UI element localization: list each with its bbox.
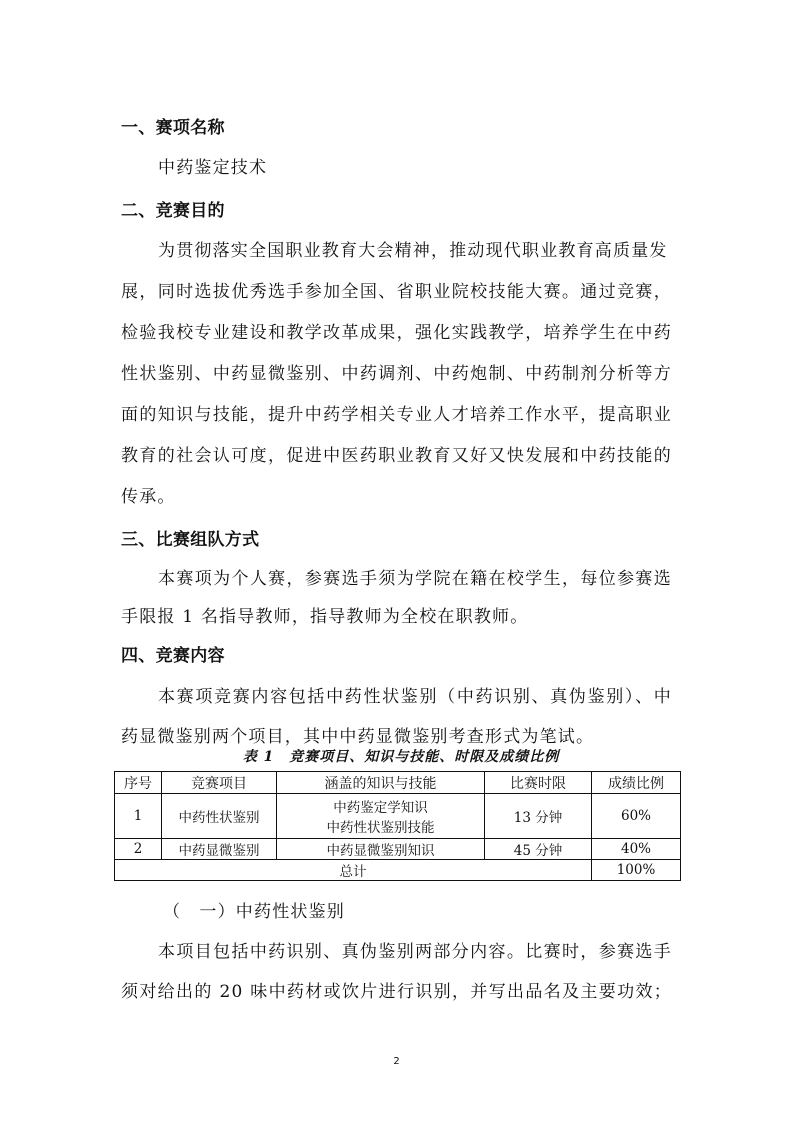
cell-no: 1 — [115, 794, 162, 839]
purpose-line: 检验我校专业建设和教学改革成果，强化实践教学，培养学生在中药 — [121, 323, 672, 343]
purpose-line: 传承。 — [121, 487, 176, 507]
table-row — [115, 794, 681, 839]
cell-total-label: 总计 — [115, 860, 592, 881]
header-time: 比赛时限 — [485, 772, 592, 794]
cell-ratio: 40% — [592, 839, 681, 860]
content-line: 药显微鉴别两个项目，其中中药显微鉴别考查形式为笔试。 — [121, 727, 595, 747]
cell-time: 45 分钟 — [485, 839, 592, 860]
header-no: 序号 — [115, 772, 162, 794]
header-ratio: 成绩比例 — [592, 772, 681, 794]
table-header-row — [115, 772, 681, 794]
purpose-line: 为贯彻落实全国职业教育大会精神，推动现代职业教育高质量发 — [158, 241, 668, 261]
competition-table — [114, 771, 681, 881]
purpose-line: 面的知识与技能，提升中药学相关专业人才培养工作水平，提高职业 — [121, 405, 672, 425]
cell-no: 2 — [115, 839, 162, 860]
heading-content: 四、竞赛内容 — [121, 646, 225, 666]
table-caption: 表 1 竞赛项目、知识与技能、时限及成绩比例 — [242, 749, 560, 765]
cell-ratio: 60% — [592, 794, 681, 839]
heading-purpose: 二、竞赛目的 — [121, 201, 225, 221]
subsection-line: 本项目包括中药识别、真伪鉴别两部分内容。比赛时，参赛选手 — [158, 942, 672, 962]
purpose-line: 性状鉴别、中药显微鉴别、中药调剂、中药炮制、中药制剂分析等方 — [121, 364, 672, 384]
heading-event-name: 一、赛项名称 — [121, 118, 225, 138]
cell-item: 中药性状鉴别 — [162, 794, 277, 839]
event-name-text: 中药鉴定技术 — [158, 158, 268, 178]
cell-skill: 中药显微鉴别知识 — [277, 839, 485, 860]
skill-line: 中药性状鉴别技能 — [326, 820, 435, 836]
table-total-row — [115, 860, 681, 881]
table-row — [115, 839, 681, 860]
heading-team-format: 三、比赛组队方式 — [121, 530, 260, 550]
team-format-line: 本赛项为个人赛，参赛选手须为学院在籍在校学生，每位参赛选 — [158, 569, 672, 589]
content-line: 本赛项竞赛内容包括中药性状鉴别（中药识别、真伪鉴别）、中 — [158, 687, 672, 707]
page-number: 2 — [393, 1056, 400, 1067]
subsection-heading: （ 一）中药性状鉴别 — [163, 902, 345, 922]
cell-total-ratio: 100% — [592, 860, 681, 881]
header-item: 竞赛项目 — [162, 772, 277, 794]
skill-line: 中药鉴定学知识 — [333, 800, 428, 816]
purpose-line: 教育的社会认可度，促进中医药职业教育又好又快发展和中药技能的 — [121, 446, 672, 466]
cell-skill — [277, 794, 485, 839]
purpose-line: 展，同时选拔优秀选手参加全国、省职业院校技能大赛。通过竞赛， — [121, 282, 672, 302]
header-skill: 涵盖的知识与技能 — [277, 772, 485, 794]
cell-item: 中药显微鉴别 — [162, 839, 277, 860]
cell-time: 13 分钟 — [485, 794, 592, 839]
subsection-line: 须对给出的 20 味中药材或饮片进行识别，并写出品名及主要功效； — [121, 982, 672, 1002]
team-format-line: 手限报 1 名指导教师，指导教师为全校在职教师。 — [121, 607, 529, 627]
